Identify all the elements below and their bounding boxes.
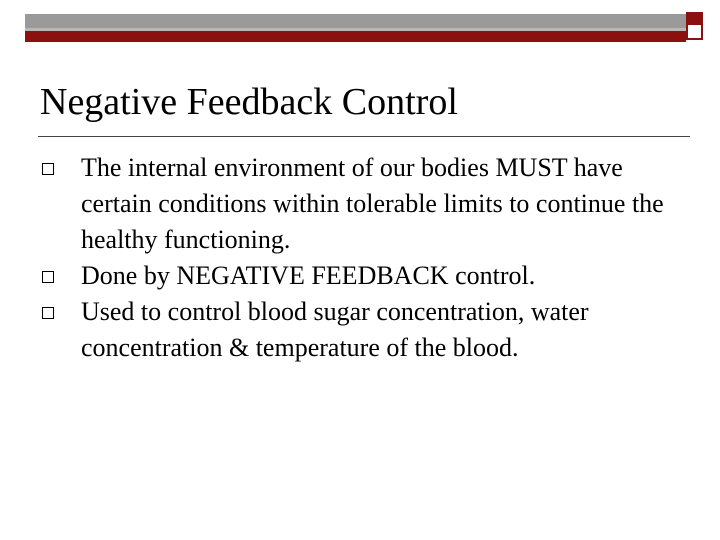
hollow-square-icon — [42, 271, 54, 283]
header-red-stripe — [25, 31, 686, 42]
hollow-square-icon — [42, 307, 54, 319]
bullet-text: The internal environment of our bodies MUST have certain conditions within tolerable limits to continue the healthy functioning. — [81, 153, 664, 254]
bullet-item — [40, 150, 680, 258]
bullet-item — [40, 294, 680, 366]
corner-square-icon — [686, 12, 703, 40]
title-divider — [38, 136, 690, 137]
bullet-item — [40, 258, 680, 294]
bullet-text: Used to control blood sugar concentration, water concentration & temperature of the blood. — [81, 297, 589, 362]
hollow-square-icon — [42, 163, 54, 175]
slide-title: Negative Feedback Control — [40, 81, 458, 123]
bullet-text: Done by NEGATIVE FEEDBACK control. — [81, 261, 536, 290]
header-decoration-band — [25, 14, 686, 42]
bullet-list — [40, 150, 680, 366]
